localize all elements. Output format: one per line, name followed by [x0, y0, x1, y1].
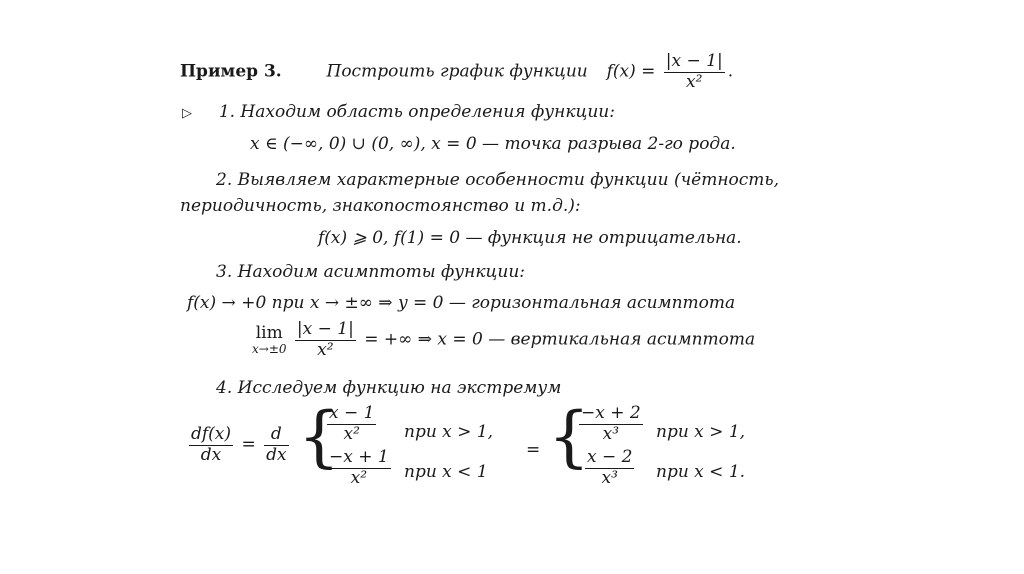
derivative-lhs [186, 425, 292, 465]
case2-denominator: x² [350, 467, 368, 488]
case4-fraction [582, 448, 637, 488]
step3-formula1: f(x) → +0 при x → ±∞ ⇒ y = 0 — горизонтальная асимптота [187, 293, 736, 313]
example-label: Пример 3. [180, 61, 282, 82]
limit-subscript: x→±0 [252, 341, 287, 356]
limit-label: lim [255, 323, 283, 344]
left-brace-1-icon: { [298, 398, 340, 475]
case3-fraction [576, 404, 646, 444]
example-title-line [180, 52, 733, 92]
left-brace-2-icon: { [548, 398, 590, 475]
case1-condition: при x > 1, [404, 422, 494, 442]
limit-rest: = +∞ ⇒ x = 0 — вертикальная асимптота [364, 329, 756, 350]
function-lhs: f(x) = [606, 61, 656, 82]
case4-condition: при x < 1. [656, 462, 746, 482]
function-numerator: |x − 1| [665, 51, 723, 71]
case2-numerator: −x + 1 [329, 447, 389, 467]
limit-numerator: |x − 1| [296, 319, 354, 339]
case3-condition: при x > 1, [656, 422, 746, 442]
case3-denominator: x³ [602, 423, 620, 444]
d-operator-numerator: d [264, 425, 288, 446]
case2-fraction [324, 448, 394, 488]
limit-denominator: x² [317, 339, 334, 360]
derivative-numerator: df(x) [191, 424, 232, 444]
limit-fraction [295, 320, 356, 360]
function-end: . [727, 61, 734, 82]
function-denominator: x² [686, 71, 703, 92]
derivative-denominator: dx [200, 444, 222, 465]
step3-formula2 [252, 320, 755, 360]
step1-title: 1. Находим область определения функции: [218, 102, 615, 122]
step3-title: 3. Находим асимптоты функции: [216, 262, 526, 282]
case1-denominator: x² [343, 423, 360, 444]
equals-sign-2: = [526, 440, 541, 460]
example-task: Построить график функции [326, 61, 588, 82]
step4-title: 4. Исследуем функцию на экстремум [216, 378, 562, 398]
step2-line1: 2. Выявляем характерные особенности функции (чётность, [216, 170, 780, 190]
step1-formula: x ∈ (−∞, 0) ∪ (0, ∞), x = 0 — точка разрыва 2-го рода. [250, 134, 736, 154]
step2-line2: периодичность, знакопостоянство и т.д.): [180, 196, 581, 216]
step1-title-line [182, 102, 615, 122]
step2-formula: f(x) ⩾ 0, f(1) = 0 — функция не отрицательна. [318, 228, 742, 248]
case4-denominator: x³ [601, 467, 618, 488]
d-dx-operator [264, 425, 288, 465]
limit-operator [252, 324, 287, 356]
case4-numerator: x − 2 [587, 447, 633, 467]
case1-numerator: x − 1 [329, 403, 375, 423]
case1-fraction [324, 404, 379, 444]
function-fraction [664, 52, 725, 92]
case3-numerator: −x + 2 [581, 403, 641, 423]
derivative-fraction [189, 425, 233, 465]
equals-sign-1: = [241, 434, 256, 455]
d-operator-denominator: dx [266, 444, 287, 465]
triangle-marker-icon: ▷ [182, 106, 192, 121]
case2-condition: при x < 1 [404, 462, 488, 482]
